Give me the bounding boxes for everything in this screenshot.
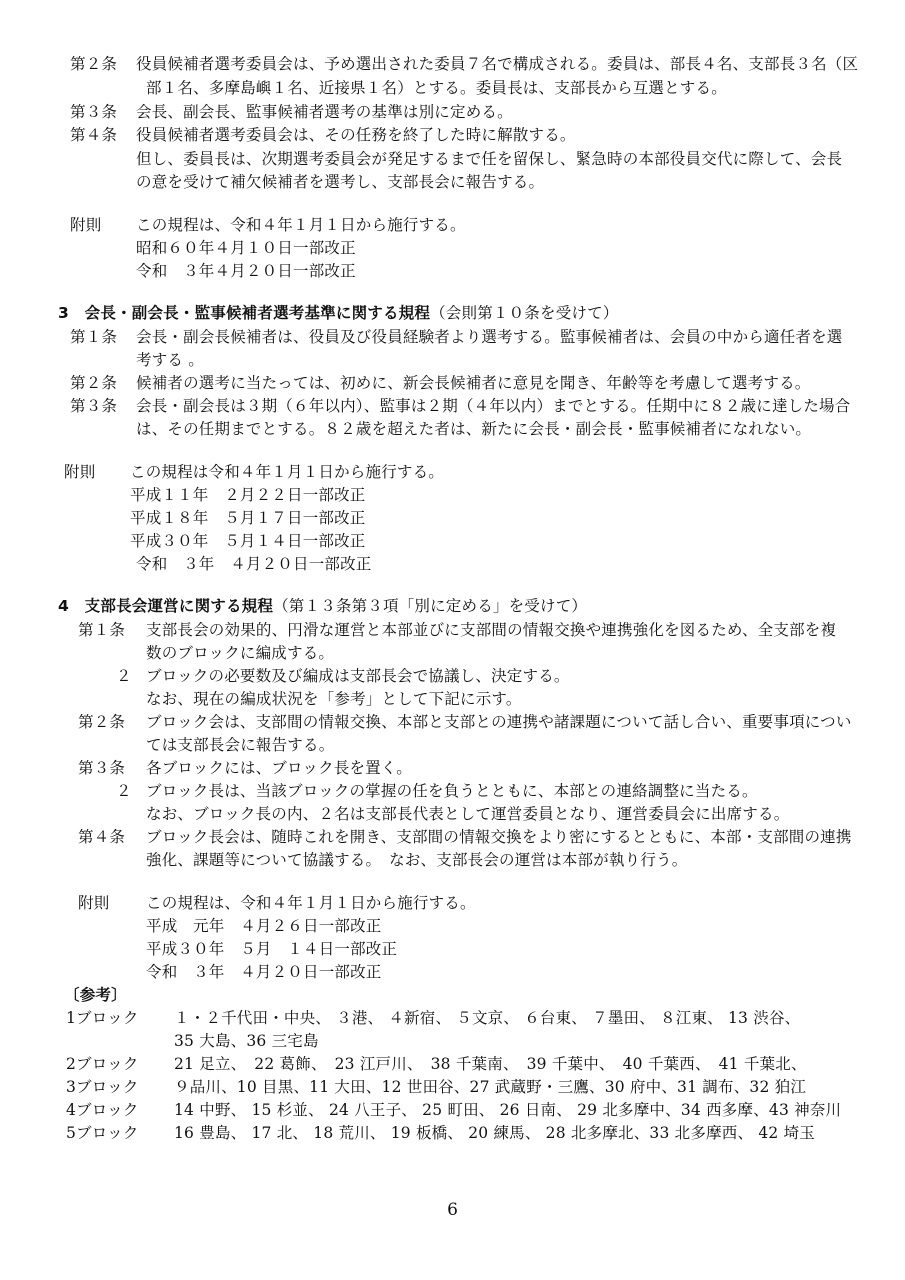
article-2-text-cont: ては支部長会に報告する。 (146, 736, 335, 754)
block-name: 4ブロック (66, 1101, 139, 1119)
amendment-line: 令和 ３年 ４月２０日一部改正 (136, 555, 372, 573)
block-name: 1ブロック (66, 1009, 139, 1027)
supplementary-text: この規程は、令和４年１月１日から施行する。 (146, 894, 476, 912)
article-3-text: 会長・副会長は３期（６年以内）、監事は２期（４年以内）までとする。任期中に８２歳に達した場合 (136, 397, 851, 415)
amendment-line: 令和 ３年 ４月２０日一部改正 (146, 963, 382, 981)
article-1-text: 会長・副会長候補者は、役員及び役員経験者より選考する。監事候補者は、会員の中から適任者を選 (136, 328, 843, 346)
block-members: ９品川、10 目黒、11 大田、12 世田谷、27 武蔵野・三鷹、30 府中、31 調布、32 狛江 (174, 1078, 807, 1096)
section-3-title-text: 3 会長・副会長・監事候補者選考基準に関する規程 (58, 304, 431, 322)
article-3-label: 第３条 (70, 397, 118, 415)
article-1-label: 第１条 (78, 621, 126, 639)
block-name: 2ブロック (66, 1055, 139, 1073)
article-1-text-cont: 考する 。 (136, 351, 204, 369)
block-members: 14 中野、 15 杉並、 24 八王子、 25 町田、 26 日南、 29 北多摩中、34 西多摩、43 神奈川 (174, 1101, 842, 1119)
block-members-cont: 35 大島、36 三宅島 (174, 1032, 319, 1050)
article-3-note: なお、ブロック長の内、２名は支部長代表として運営委員となり、運営委員会に出席する。 (146, 805, 790, 823)
section-4-title-note: （第１３条第３項「別に定める」を受けて） (273, 597, 588, 615)
article-4-label: 第４条 (78, 828, 126, 846)
paragraph-number: ２ (116, 782, 132, 800)
amendment-line: 平成 元年 ４月２６日一部改正 (146, 917, 382, 935)
article-2-label: 第２条 (78, 713, 126, 731)
amendment-line: 令和 ３年４月２０日一部改正 (136, 262, 356, 280)
supplementary-label: 附則 (70, 216, 102, 234)
amendment-line: 平成１１年 ２月２２日一部改正 (130, 486, 366, 504)
article-1-text: 支部長会の効果的、円滑な運営と本部並びに支部間の情報交換や連携強化を図るため、全支部を複 (146, 621, 837, 639)
supplementary-label: 附則 (64, 463, 96, 481)
amendment-line: 平成１８年 ５月１７日一部改正 (130, 509, 366, 527)
article-4-text: 役員候補者選考委員会は、その任務を終了した時に解散する。 (136, 126, 576, 144)
article-1-paragraph-2: ブロックの必要数及び編成は支部長会で協議し、決定する。 (146, 667, 570, 685)
section-3-title-note: （会則第１０条を受けて） (430, 304, 619, 322)
section-4-title-text: 4 支部長会運営に関する規程 (58, 597, 274, 615)
article-4-text-cont: 強化、課題等について協議する。 なお、支部長会の運営は本部が執り行う。 (146, 851, 688, 869)
article-3-label: 第３条 (70, 103, 118, 121)
amendment-line: 昭和６０年４月１０日一部改正 (136, 239, 356, 257)
page-number: 6 (447, 1200, 458, 1220)
reference-title: 〔参考〕 (64, 986, 127, 1004)
article-2-text: ブロック会は、支部間の情報交換、本部と支部との連携や諸課題について話し合い、重要事項につい (146, 713, 852, 731)
article-4-proviso: 但し、委員長は、次期選考委員会が発足するまで任を留保し、緊急時の本部役員交代に際して、会長 (136, 150, 843, 168)
article-2-text: 候補者の選考に当たっては、初めに、新会長候補者に意見を聞き、年齢等を考慮して選考する。 (136, 374, 811, 392)
article-4-label: 第４条 (70, 126, 118, 144)
article-2-label: 第２条 (70, 55, 118, 73)
article-1-label: 第１条 (70, 328, 118, 346)
article-4-text: ブロック長会は、随時これを開き、支部間の情報交換をより密にするとともに、本部・支部間の連携 (146, 828, 852, 846)
block-members: 16 豊島、 17 北、 18 荒川、 19 板橋、 20 練馬、 28 北多摩北、33 北多摩西、 42 埼玉 (174, 1124, 815, 1142)
article-3-paragraph-2: ブロック長は、当該ブロックの掌握の任を負うとともに、本部との連絡調整に当たる。 (146, 782, 758, 800)
article-3-text: 会長、副会長、監事候補者選考の基準は別に定める。 (136, 103, 513, 121)
article-1-text-cont: 数のブロックに編成する。 (146, 644, 335, 662)
article-3-text: 各ブロックには、ブロック長を置く。 (146, 759, 412, 777)
supplementary-label: 附則 (78, 894, 110, 912)
block-name: 3ブロック (66, 1078, 139, 1096)
block-members: 21 足立、 22 葛飾、 23 江戸川、 38 千葉南、 39 千葉中、 40 千葉西、 41 千葉北、 (174, 1055, 807, 1073)
article-4-proviso-cont: の意を受けて補欠候補者を選考し、支部長会に報告する。 (136, 173, 545, 191)
paragraph-number: ２ (116, 667, 132, 685)
amendment-line: 平成３０年 ５月 １４日一部改正 (146, 940, 398, 958)
block-name: 5ブロック (66, 1124, 139, 1142)
article-3-label: 第３条 (78, 759, 126, 777)
supplementary-text: この規程は令和４年１月１日から施行する。 (130, 463, 445, 481)
article-2-label: 第２条 (70, 374, 118, 392)
article-2-text-cont: 部１名、多摩島嶼１名、近接県１名）とする。委員長は、支部長から互選とする。 (146, 79, 727, 97)
block-members: １・２千代田・中央、 ３港、 ４新宿、 ５文京、 ６台東、 ７墨田、 ８江東、 13 渋谷、 (174, 1009, 801, 1027)
section-4-title (58, 596, 587, 616)
article-2-text: 役員候補者選考委員会は、予め選出された委員７名で構成される。委員は、部長４名、支部長３名（区 (136, 55, 859, 73)
article-1-note: なお、現在の編成状況を「参考」として下記に示す。 (146, 690, 522, 708)
section-3-title (58, 303, 619, 323)
supplementary-text: この規程は、令和４年１月１日から施行する。 (136, 216, 466, 234)
amendment-line: 平成３０年 ５月１４日一部改正 (130, 532, 366, 550)
article-3-text-cont: は、その任期までとする。８２歳を超えた者は、新たに会長・副会長・監事候補者になれない。 (136, 420, 812, 438)
